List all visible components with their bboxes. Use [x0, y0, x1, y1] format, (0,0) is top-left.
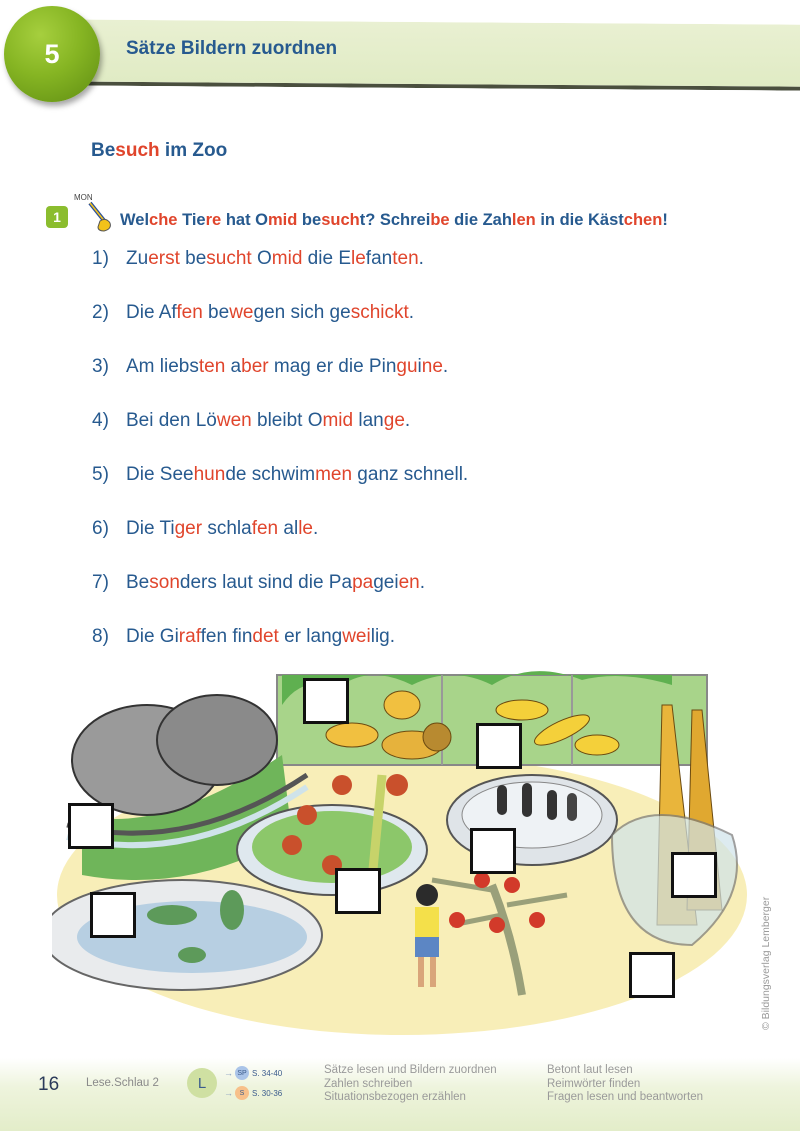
sentence-number: 6) — [92, 518, 109, 539]
skills-column-2 — [547, 1064, 703, 1105]
reference-s — [224, 1086, 282, 1100]
sentence-text — [126, 464, 468, 518]
syllable-highlight: wen — [216, 410, 252, 431]
skill-item: Betont laut lesen — [547, 1064, 633, 1076]
sentence-text — [126, 248, 424, 302]
syllable-highlight: hun — [193, 464, 226, 485]
sentence-number: 5) — [92, 464, 109, 485]
sentence-item — [92, 356, 468, 410]
syllable-highlight: such — [321, 210, 360, 229]
syllable: be — [179, 248, 207, 269]
sentence-item — [92, 410, 468, 464]
syllable: de schwim — [225, 464, 316, 485]
syllable-highlight: erst — [148, 248, 180, 269]
syllable: bleibt O — [251, 410, 323, 431]
syllable: in die Käst — [535, 210, 624, 229]
answer-box-monkeys[interactable] — [335, 868, 381, 914]
syllable: er lang — [278, 626, 343, 647]
syllable: . — [404, 410, 411, 431]
syllable: Am liebs — [126, 356, 199, 377]
reference-sp — [224, 1066, 282, 1080]
page-number: 16 — [38, 1074, 60, 1095]
skills-column-1 — [324, 1064, 497, 1105]
skill-item: Fragen lesen und beantworten — [547, 1091, 703, 1103]
syllable: be — [297, 210, 322, 229]
syllable-highlight: le — [298, 518, 313, 539]
ref-badge-sp: SP — [235, 1066, 249, 1080]
chapter-title: Sätze Bildern zuordnen — [126, 38, 338, 59]
sentence-item — [92, 572, 468, 626]
syllable: Die Af — [126, 302, 177, 323]
chapter-number: 5 — [44, 38, 60, 69]
syllable-highlight: sucht — [206, 248, 252, 269]
syllable-highlight: le — [351, 248, 366, 269]
answer-box-penguins[interactable] — [470, 828, 516, 874]
syllable-highlight: we — [229, 302, 254, 323]
answer-box-lions[interactable] — [303, 678, 349, 724]
ref-pages-s: S. 30-36 — [252, 1088, 283, 1098]
answer-box-elephants[interactable] — [68, 803, 114, 849]
syllable-highlight: ber — [241, 356, 269, 377]
syllable: schla — [202, 518, 252, 539]
sentence-number: 7) — [92, 572, 109, 593]
syllable-highlight: son — [149, 572, 180, 593]
skill-item: Sätze lesen und Bildern zuordnen — [324, 1064, 497, 1076]
syllable: gei — [373, 572, 399, 593]
skill-item: Zahlen schreiben — [324, 1077, 413, 1090]
arrow-right-icon: → — [224, 1068, 233, 1078]
sentence-number: 4) — [92, 410, 109, 431]
syllable: . — [418, 248, 424, 269]
sentence-text — [126, 410, 410, 464]
copyright-notice: © Bildungsverlag Lemberger — [760, 896, 772, 1030]
syllable: fen fin — [200, 626, 253, 647]
syllable: be — [202, 302, 230, 323]
syllable-highlight: wei — [342, 626, 371, 647]
syllable-highlight: ne — [421, 356, 443, 377]
syllable-highlight: mid — [322, 410, 354, 431]
section-title — [91, 140, 227, 162]
syllable-highlight: mid — [268, 210, 298, 229]
answer-box-parrots[interactable] — [629, 952, 675, 998]
syllable: Be — [91, 140, 116, 161]
syllable-highlight: ger — [174, 518, 203, 539]
chapter-number-badge — [4, 6, 100, 102]
sentence-item — [92, 248, 468, 302]
task-number-badge: 1 — [46, 206, 68, 228]
pencil-writing-icon: MON — [72, 199, 116, 235]
sentence-number: 2) — [92, 302, 109, 323]
syllable: hat O — [221, 210, 268, 229]
syllable: . — [419, 572, 425, 593]
syllable: . — [408, 302, 415, 323]
syllable: Die Gi — [126, 626, 179, 647]
skill-item: Reimwörter finden — [547, 1077, 641, 1090]
syllable-highlight: ten — [198, 356, 226, 377]
syllable-highlight: men — [315, 464, 353, 485]
task-1 — [46, 193, 668, 235]
sentence-number: 8) — [92, 626, 109, 647]
syllable: a — [225, 356, 242, 377]
skill-item: Situationsbezogen erzählen — [324, 1091, 466, 1103]
syllable: . — [312, 518, 319, 539]
syllable-highlight: such — [115, 140, 160, 161]
syllable: lan — [353, 410, 384, 431]
sentence-number: 3) — [92, 356, 109, 377]
sentence-number: 1) — [92, 248, 109, 269]
syllable-highlight: be — [430, 210, 450, 229]
syllable: ! — [662, 210, 668, 229]
syllable-highlight: en — [398, 572, 420, 593]
ref-pages-sp: S. 34-40 — [252, 1068, 283, 1078]
syllable: i — [417, 356, 422, 377]
level-badge: L — [187, 1068, 217, 1098]
syllable: Die See — [126, 464, 194, 485]
syllable: mag er die Pin — [268, 356, 397, 377]
syllable-highlight: gu — [396, 356, 418, 377]
syllable: gen sich ge — [253, 302, 351, 323]
arrow-right-icon: → — [224, 1088, 233, 1098]
sentence-text — [126, 518, 318, 572]
sentence-item — [92, 464, 468, 518]
answer-box-giraffes[interactable] — [671, 852, 717, 898]
syllable: t? Schrei — [359, 210, 431, 229]
syllable: ders laut sind die Pa — [179, 572, 353, 593]
syllable: Zu — [126, 248, 149, 269]
syllable: die Zah — [449, 210, 512, 229]
syllable: al — [278, 518, 299, 539]
syllable-highlight: det — [252, 626, 279, 647]
syllable-highlight: pa — [352, 572, 374, 593]
syllable-highlight: schickt — [350, 302, 409, 323]
syllable-highlight: len — [511, 210, 536, 229]
zoo-illustration — [52, 665, 752, 1035]
page-footer — [0, 1058, 800, 1131]
syllable-highlight: ten — [392, 248, 419, 269]
syllable: . — [442, 356, 449, 377]
answer-box-tigers[interactable] — [476, 723, 522, 769]
ref-badge-s: S — [235, 1086, 249, 1100]
sentence-text — [126, 572, 425, 626]
book-title: Lese.Schlau 2 — [86, 1077, 159, 1089]
task-instruction — [120, 211, 668, 230]
syllable: Be — [126, 572, 150, 593]
syllable: O — [251, 248, 272, 269]
syllable: fan — [365, 248, 393, 269]
syllable-highlight: raf — [178, 626, 201, 647]
syllable: Die Ti — [126, 518, 175, 539]
syllable: lig. — [370, 626, 396, 647]
syllable: die E — [302, 248, 351, 269]
sentence-text — [126, 302, 414, 356]
syllable-highlight: fen — [251, 518, 279, 539]
syllable-highlight: ge — [383, 410, 405, 431]
syllable: ganz schnell. — [352, 464, 469, 485]
sentence-list — [92, 248, 468, 680]
syllable: Tie — [177, 210, 206, 229]
syllable-highlight: chen — [623, 210, 663, 229]
syllable-highlight: re — [205, 210, 222, 229]
syllable-highlight: che — [149, 210, 178, 229]
sentence-item — [92, 302, 468, 356]
sentence-item — [92, 518, 468, 572]
syllable: Wel — [120, 210, 150, 229]
syllable: im Zoo — [159, 140, 228, 161]
answer-box-seals[interactable] — [90, 892, 136, 938]
sentence-text — [126, 356, 448, 410]
syllable: Bei den Lö — [126, 410, 217, 431]
syllable-highlight: fen — [176, 302, 203, 323]
syllable-highlight: mid — [271, 248, 303, 269]
